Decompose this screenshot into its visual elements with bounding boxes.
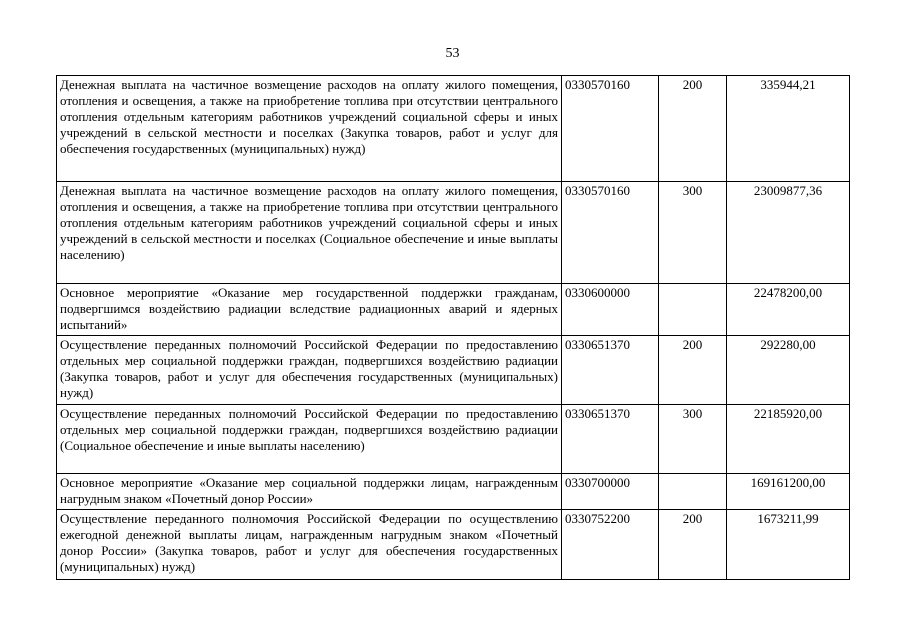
table-row bbox=[57, 336, 850, 405]
target-code: 0330600000 bbox=[562, 284, 659, 336]
amount: 292280,00 bbox=[727, 336, 850, 405]
amount: 23009877,36 bbox=[727, 182, 850, 284]
table-row bbox=[57, 284, 850, 336]
target-code: 0330752200 bbox=[562, 510, 659, 580]
expense-type: 300 bbox=[659, 405, 727, 474]
row-description: Денежная выплата на частичное возмещение расходов на оплату жилого помещения, отопления и освещения, а также на приобретение топлива при отсутствии центрального отопления отдельным категориям работников учреждений социальной сферы и иных учреждений в сельской местности и поселках (Закупка товаров, работ и услуг для обеспечения государственных (муниципальных) нужд) bbox=[57, 76, 562, 182]
amount: 169161200,00 bbox=[727, 474, 850, 510]
table-row bbox=[57, 182, 850, 284]
target-code: 0330700000 bbox=[562, 474, 659, 510]
target-code: 0330651370 bbox=[562, 405, 659, 474]
target-code: 0330570160 bbox=[562, 182, 659, 284]
expense-type bbox=[659, 284, 727, 336]
table-row bbox=[57, 474, 850, 510]
row-description: Денежная выплата на частичное возмещение расходов на оплату жилого помещения, отопления и освещения, а также на приобретение топлива при отсутствии центрального отопления отдельным категориям работников учреждений социальной сферы и иных учреждений в сельской местности и поселках (Социальное обеспечение и иные выплаты населению) bbox=[57, 182, 562, 284]
row-description: Осуществление переданных полномочий Российской Федерации по предоставлению отдельных мер социальной поддержки граждан, подвергшихся воздействию радиации (Социальное обеспечение и иные выплаты населению) bbox=[57, 405, 562, 474]
row-description: Осуществление переданных полномочий Российской Федерации по предоставлению отдельных мер социальной поддержки граждан, подвергшихся воздействию радиации (Закупка товаров, работ и услуг для обеспечения государственных (муниципальных) нужд) bbox=[57, 336, 562, 405]
row-description: Основное мероприятие «Оказание мер социальной поддержки лицам, награжденным нагрудным знаком «Почетный донор России» bbox=[57, 474, 562, 510]
expense-type: 200 bbox=[659, 76, 727, 182]
expense-type: 200 bbox=[659, 336, 727, 405]
row-description: Осуществление переданного полномочия Российской Федерации по осуществлению ежегодной денежной выплаты лицам, награжденным нагрудным знаком «Почетный донор России» (Закупка товаров, работ и услуг для обеспечения государственных (муниципальных) нужд) bbox=[57, 510, 562, 580]
table-row bbox=[57, 510, 850, 580]
target-code: 0330651370 bbox=[562, 336, 659, 405]
amount: 1673211,99 bbox=[727, 510, 850, 580]
expense-type bbox=[659, 474, 727, 510]
target-code: 0330570160 bbox=[562, 76, 659, 182]
table-row bbox=[57, 405, 850, 474]
expense-type: 300 bbox=[659, 182, 727, 284]
amount: 22478200,00 bbox=[727, 284, 850, 336]
budget-table bbox=[56, 75, 850, 580]
expense-type: 200 bbox=[659, 510, 727, 580]
page-number: 53 bbox=[445, 46, 460, 61]
table-row bbox=[57, 76, 850, 182]
row-description: Основное мероприятие «Оказание мер государственной поддержки гражданам, подвергшимся воздействию радиации вследствие радиационных аварий и ядерных испытаний» bbox=[57, 284, 562, 336]
amount: 335944,21 bbox=[727, 76, 850, 182]
amount: 22185920,00 bbox=[727, 405, 850, 474]
